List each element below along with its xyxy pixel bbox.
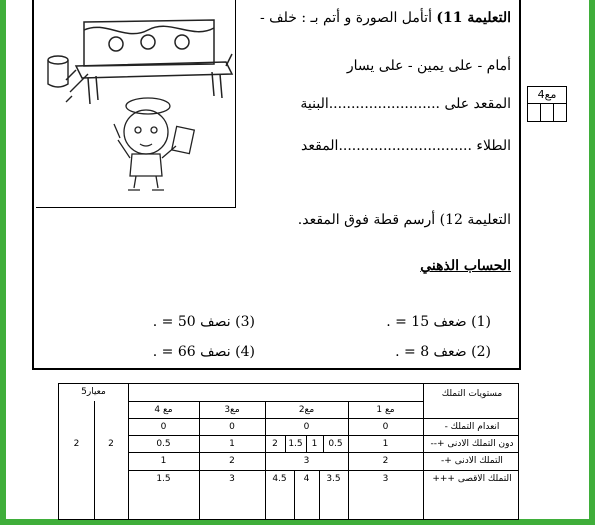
criterion-5-value: 2 [108,439,114,449]
instruction-12: التعليمة 12) أرسم قطة فوق المقعد. [297,212,511,228]
criterion-4-header: مع 4 [154,405,173,415]
level-label: انعدام التملك - [444,422,500,432]
score-cell: 0.5 [156,439,171,449]
instruction-11-label: التعليمة 11) [436,10,511,26]
score-cell: 1.5 [156,474,171,484]
score-cell: 3 [303,456,310,466]
paint-bucket-icon [48,56,88,102]
bench-child-illustration [36,0,236,208]
score-cell[interactable] [528,104,540,122]
exercise-2: (2) ضعف 8 = . [395,344,491,360]
score-cell: 2 [382,456,389,466]
grading-grid [58,383,519,520]
fill-line-2 [301,138,511,154]
word-options: أمام - على يمين - على يسار [346,58,511,74]
score-cell: 2 [272,439,278,449]
level-label: التملك الادنى +- [441,456,503,466]
score-cell: 3 [229,474,235,484]
instruction-11 [260,10,511,26]
fill-line-1 [300,96,511,112]
score-cell: 0 [382,422,389,432]
score-cell: 1.5 [288,439,303,449]
levels-header: مستويات التملك [441,389,503,399]
score-cell: 4 [303,474,310,484]
criterion-5-header: معيار5 [81,387,106,397]
score-cell: 0 [229,422,235,432]
criterion-3-header: مع3 [224,405,240,415]
instruction-11-text: أتأمل الصورة و أتم بـ : خلف - [259,10,432,26]
criterion-4-score-box [527,86,567,122]
fill-line-1-start: المقعد على [444,96,511,112]
fill-line-2-end: المقعد [301,138,339,154]
mental-math-title: الحساب الذهني [420,258,511,274]
bench-icon [66,20,232,104]
score-cell: 4.5 [272,474,287,484]
level-label: دون التملك الادنى +-- [430,439,514,449]
score-cell[interactable] [553,104,566,122]
child-painter-icon [114,98,194,190]
score-cell: 1 [311,439,318,449]
score-cell: 0 [160,422,167,432]
score-cell: 1 [382,439,389,449]
score-cell: 3 [382,474,389,484]
score-cells [528,103,566,122]
score-cell: 0.5 [328,439,343,449]
level-label: التملك الاقصى +++ [432,474,512,484]
score-cell: 3.5 [326,474,341,484]
exercise-3: (3) نصف 50 = . [152,314,255,330]
criterion-4-label: مع4 [537,88,557,101]
fill-line-1-dots[interactable]: ......................... [328,96,440,112]
score-cell: 2 [229,456,235,466]
illustration-box [36,0,236,208]
score-cell: 1 [229,439,235,449]
criterion-1-header: مع 1 [376,405,395,415]
fill-line-1-end: البنية [300,96,329,112]
score-cell: 0 [303,422,310,432]
score-cell[interactable] [540,104,553,122]
criterion-2-header: مع2 [298,405,315,415]
exercise-4: (4) نصف 66 = . [152,344,255,360]
exercise-1: (1) ضعف 15 = . [386,314,491,330]
score-cell: 1 [160,456,167,466]
criterion-5-value: 2 [73,439,80,449]
fill-line-2-dots[interactable]: .............................. [338,138,472,154]
fill-line-2-start: الطلاء [476,138,511,154]
